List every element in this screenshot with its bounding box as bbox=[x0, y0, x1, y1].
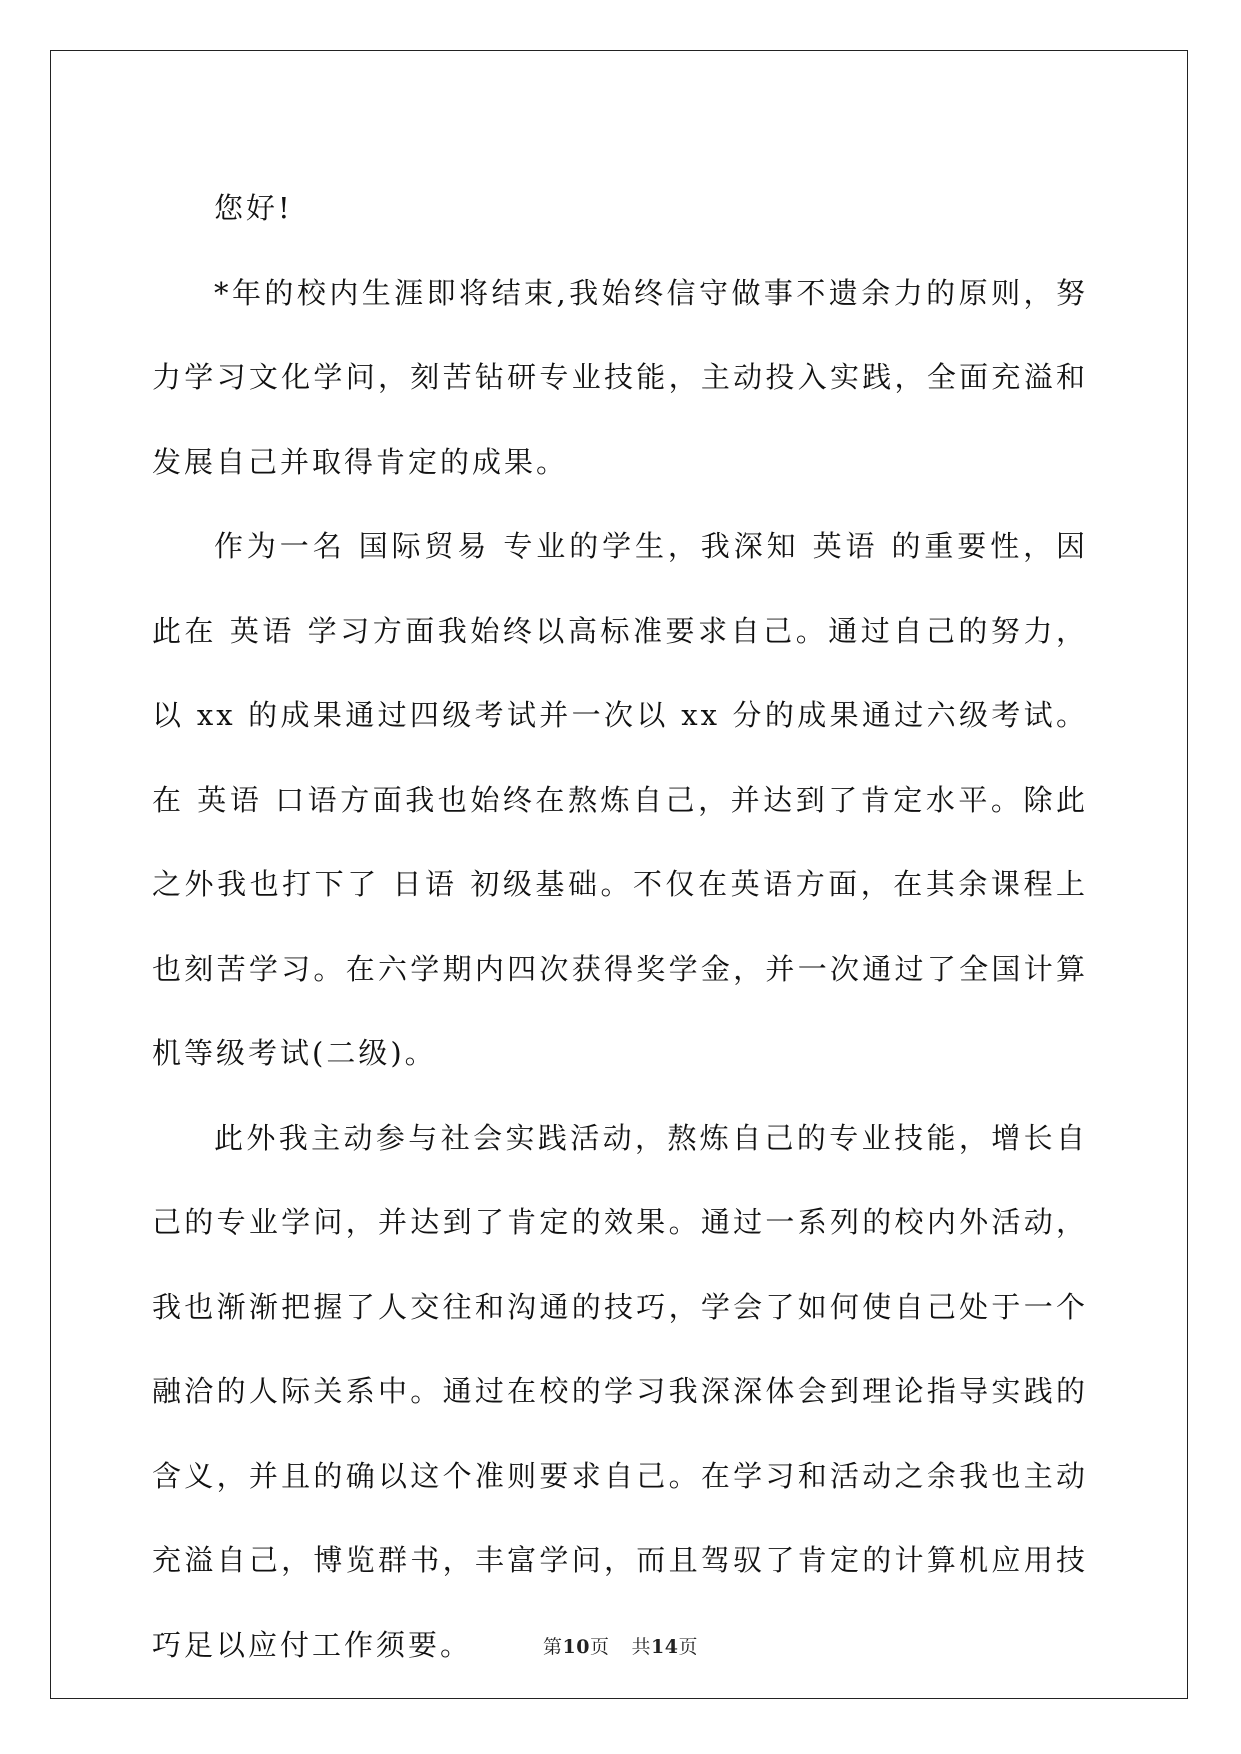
page-footer bbox=[0, 1632, 1241, 1659]
letter-body bbox=[152, 166, 1088, 1687]
page-prefix: 第 bbox=[543, 1636, 563, 1658]
page-suffix: 页 bbox=[589, 1636, 610, 1658]
paragraph-1: *年的校内生涯即将结束,我始终信守做事不遗余力的原则，努力学习文化学问，刻苦钻研专业技能，主动投入实践，全面充溢和发展自己并取得肯定的成果。 bbox=[152, 275, 1088, 479]
paragraph-2: 作为一名 国际贸易 专业的学生，我深知 英语 的重要性，因此在 英语 学习方面我始终以高标准要求自己。通过自己的努力，以 xx 的成果通过四级考试并一次以 xx 分的成果通过六级考试。在 英语 口语方面我也始终在熬炼自己，并达到了肯定水平。除此之外我也打下了 日语 初级基础。不仅在英语方面，在其余课程上也刻苦学习。在六学期内四次获得奖学金，并一次通过了全国计算机等级考试(二级)。 bbox=[152, 529, 1088, 1070]
paragraph-3: 此外我主动参与社会实践活动，熬炼自己的专业技能，增长自己的专业学问，并达到了肯定的效果。通过一系列的校内外活动，我也渐渐把握了人交往和沟通的技巧，学会了如何使自己处于一个融洽的人际关系中。通过在校的学习我深深体会到理论指导实践的含义，并且的确以这个准则要求自己。在学习和活动之余我也主动充溢自己，博览群书，丰富学问，而且驾驭了肯定的计算机应用技巧足以应付工作须要。 bbox=[152, 1120, 1088, 1662]
page-number: 10 bbox=[562, 1636, 590, 1658]
total-pages: 14 bbox=[651, 1636, 679, 1658]
total-prefix: 共 bbox=[631, 1636, 652, 1658]
total-suffix: 页 bbox=[678, 1636, 698, 1658]
greeting: 您好! bbox=[214, 191, 293, 225]
